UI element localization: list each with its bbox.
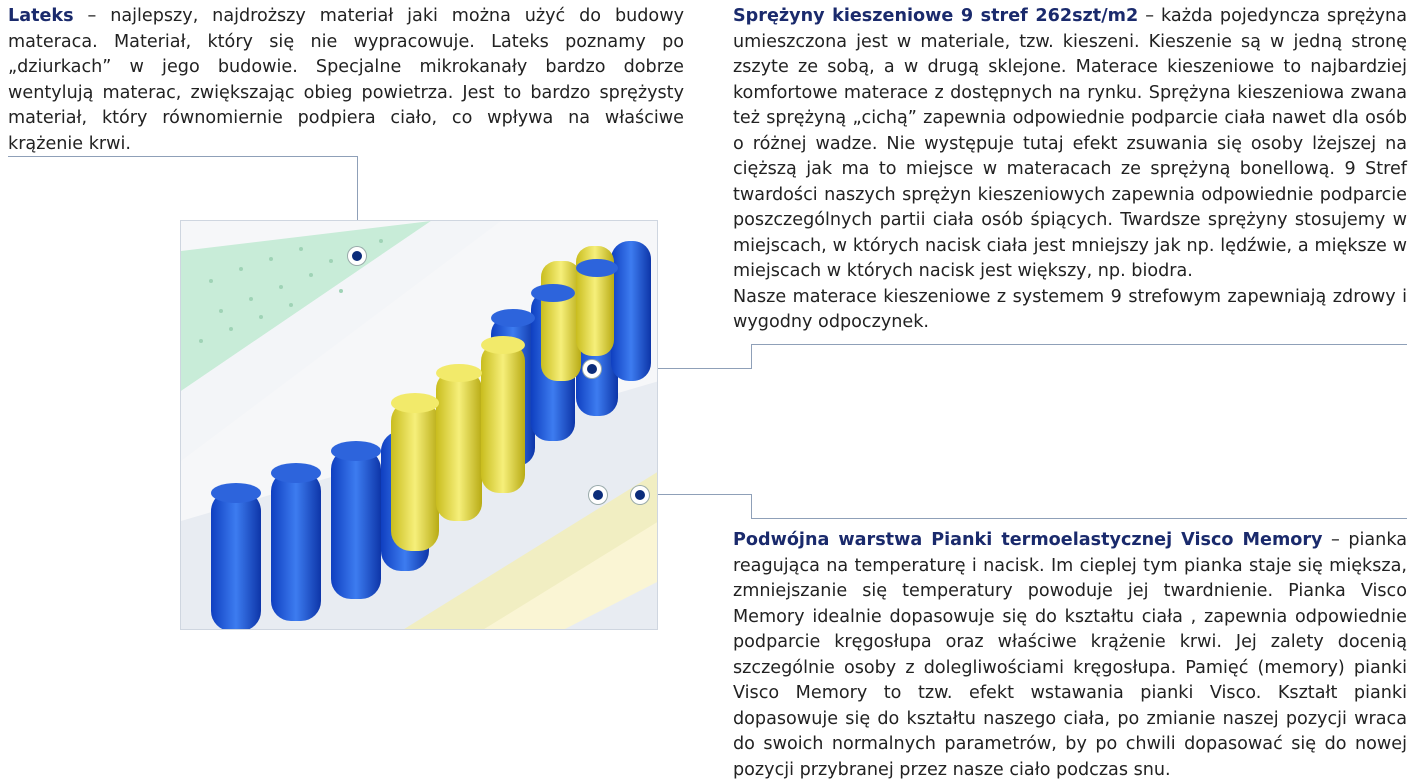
mattress-cross-section-illustration xyxy=(180,220,658,630)
visco-callout-dot-icon-1 xyxy=(589,486,607,504)
lateks-title: Lateks xyxy=(8,6,74,26)
springs-callout-vertical xyxy=(751,344,752,369)
visco-callout-horizontal-2 xyxy=(751,518,1407,519)
visco-text: – pianka reagująca na temperaturę i nacisk. Im cieplej tym pianka staje się miększa, zmniejszanie się temperatury powoduje jej twardnienie. Pianka Visco Memory idealnie dopasowuje się do kształtu ciała , zapewnia odpowiednie podparcie kręgosłupa oraz właściwe krążenie krwi. Jej zalety docenią szczególnie osoby z dolegliwościami kręgosłupa. Pamięć (memory) pianki Visco Memory to tzw. efekt wstawania pianki Visco. Kształt pianki dopasowuje się do kształtu naszego ciała, po zmianie naszej pozycji wraca do swoich normalnych parametrów, by po chwili dopasować się do nowej pozycji przybranej przez nasze ciało podczas snu. xyxy=(733,530,1407,780)
visco-title: Podwójna warstwa Pianki termoelastycznej Visco Memory xyxy=(733,530,1323,550)
lateks-callout-dot-icon xyxy=(348,247,366,265)
springs-callout-dot-icon xyxy=(583,360,601,378)
visco-description xyxy=(733,528,1407,783)
mattress-illustration-svg xyxy=(181,221,658,630)
springs-title: Sprężyny kieszeniowe 9 stref 262szt/m2 xyxy=(733,6,1139,26)
lateks-description xyxy=(8,4,684,157)
lateks-callout-horizontal xyxy=(8,156,357,157)
springs-description xyxy=(733,4,1407,336)
springs-text-2: Nasze materace kieszeniowe z systemem 9 strefowym zapewniają zdrowy i wygodny odpoczynek. xyxy=(733,286,1407,332)
visco-callout-dot-icon-2 xyxy=(631,486,649,504)
lateks-text: – najlepszy, najdroższy materiał jaki można użyć do budowy materaca. Materiał, który się nie wypracowuje. Lateks poznamy po „dziurkach” w jego budowie. Specjalne mikrokanały bardzo dobrze wentylują materac, zwiększając obieg powietrza. Jest to bardzo sprężysty materiał, który równomiernie podpiera ciało, co wpływa na właściwe krążenie krwi. xyxy=(8,6,684,154)
springs-text: – każda pojedyncza sprężyna umieszczona jest w materiale, tzw. kieszeni. Kieszenie są w jedną stronę zszyte ze sobą, a w drugą sklejone. Materace kieszeniowe to najbardziej komfortowe materace z dostępnych na rynku. Sprężyna kieszeniowa zwana też sprężyną „cichą” zapewnia odpowiednie podparcie ciała nawet dla osób o różnej wadze. Nie występuje tutaj efekt zsuwania się osoby lżejszej na cięższą jak ma to miejsce w materacach ze sprężyną bonellową. 9 Stref twardości naszych sprężyn kieszeniowych zapewnia odpowiednie podparcie poszczególnych partii ciała osób śpiących. Twardsze sprężyny stosujemy w miejscach, w których nacisk ciała jest mniejszy jak np. lędźwie, a miększe w miejscach w których nacisk jest większy, np. biodra. xyxy=(733,6,1407,281)
springs-callout-horizontal-2 xyxy=(751,344,1407,345)
visco-callout-vertical xyxy=(751,494,752,519)
